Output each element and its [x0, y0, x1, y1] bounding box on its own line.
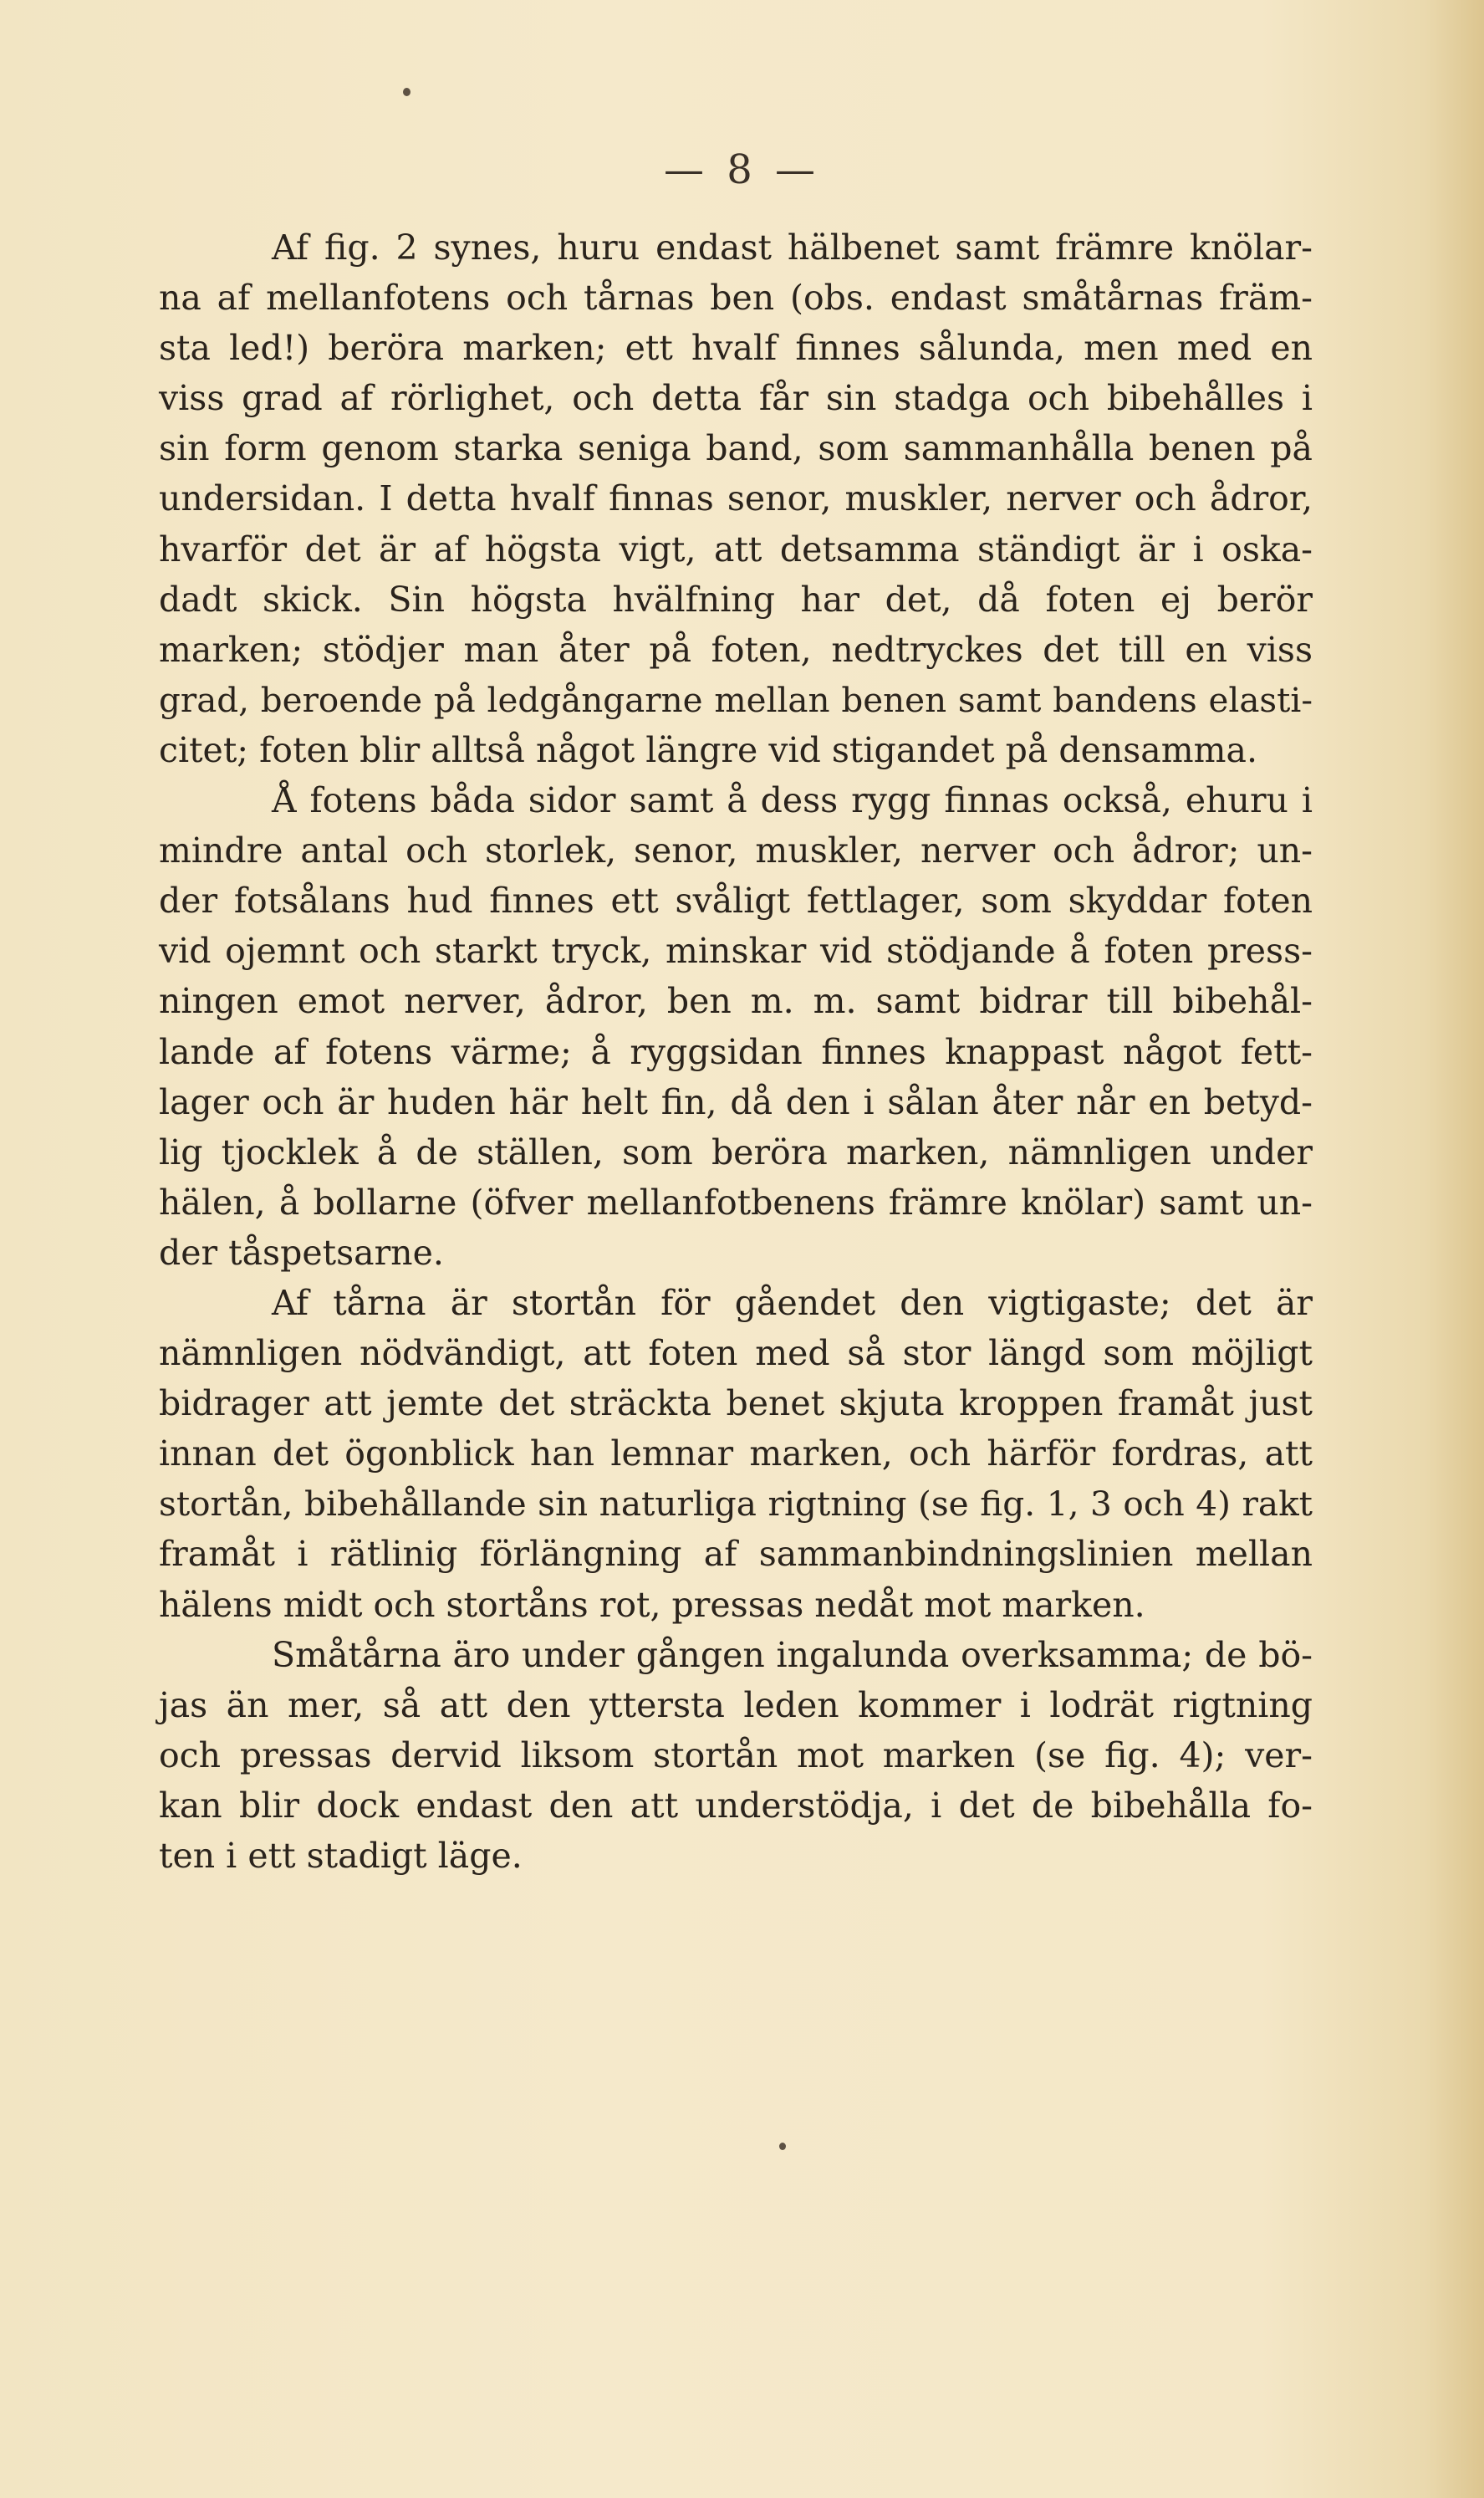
ink-speck [779, 2143, 786, 2150]
text-line: innan det ögonblick han lemnar marken, och härför fordras, att [159, 1433, 1313, 1474]
text-line: sin form genom starka seniga band, som sammanhålla benen på [159, 428, 1313, 469]
text-line: Småtårna äro under gången ingalunda overksamma; de bö- [272, 1634, 1313, 1675]
body-text [159, 222, 1313, 1881]
text-line: ningen emot nerver, ådror, ben m. m. samt bidrar till bibehål- [159, 981, 1313, 1022]
ink-speck [403, 88, 411, 96]
text-line: marken; stödjer man åter på foten, nedtryckes det till en viss [159, 629, 1313, 670]
text-line: hvarför det är af högsta vigt, att detsamma ständigt är i oska- [159, 529, 1313, 570]
text-line: grad, beroende på ledgångarne mellan benen samt bandens elasti- [159, 679, 1313, 720]
text-line: mindre antal och storlek, senor, muskler, nerver och ådror; un- [159, 830, 1313, 871]
text-line: Af fig. 2 synes, huru endast hälbenet samt främre knölar- [272, 227, 1313, 268]
text-line: lager och är huden här helt fin, då den i sålan åter når en betyd- [159, 1081, 1313, 1122]
text-line: undersidan. I detta hvalf finnas senor, muskler, nerver och ådror, [159, 478, 1313, 519]
text-line: framåt i rätlinig förlängning af sammanbindningslinien mellan [159, 1534, 1313, 1575]
text-line: Å fotens båda sidor samt å dess rygg finnas också, ehuru i [272, 780, 1313, 821]
text-line: sta led!) beröra marken; ett hvalf finnes sålunda, men med en [159, 328, 1313, 369]
page-number: — 8 — [663, 146, 821, 193]
text-line: lig tjocklek å de ställen, som beröra marken, nämnligen under [159, 1132, 1313, 1172]
text-line: dadt skick. Sin högsta hvälfning har det, då foten ej berör [159, 579, 1313, 620]
text-line: der fotsålans hud finnes ett svåligt fettlager, som skyddar foten [159, 881, 1313, 922]
text-line: Af tårna är stortån för gåendet den vigtigaste; det är [272, 1282, 1313, 1323]
text-line: kan blir dock endast den att understödja, i det de bibehålla fo- [159, 1785, 1313, 1826]
text-line: bidrager att jemte det sträckta benet skjuta kroppen framåt just [159, 1383, 1313, 1424]
text-line: citet; foten blir alltså något längre vid stigandet på densamma. [159, 729, 1257, 770]
text-line: der tåspetsarne. [159, 1232, 444, 1273]
text-line: viss grad af rörlighet, och detta får sin stadga och bibehålles i [159, 378, 1313, 419]
text-line: hälen, å bollarne (öfver mellanfotbenens främre knölar) samt un- [159, 1182, 1313, 1223]
text-line: stortån, bibehållande sin naturliga rigtning (se fig. 1, 3 och 4) rakt [159, 1484, 1313, 1525]
text-line: lande af fotens värme; å ryggsidan finnes knappast något fett- [159, 1031, 1313, 1072]
text-line: hälens midt och stortåns rot, pressas nedåt mot marken. [159, 1584, 1145, 1625]
text-line: vid ojemnt och starkt tryck, minskar vid stödjande å foten press- [159, 931, 1313, 972]
text-line: ten i ett stadigt läge. [159, 1836, 523, 1876]
text-line: jas än mer, så att den yttersta leden kommer i lodrät rigtning [159, 1684, 1313, 1725]
text-line: nämnligen nödvändigt, att foten med så stor längd som möjligt [159, 1333, 1313, 1374]
text-line: na af mellanfotens och tårnas ben (obs. endast småtårnas främ- [159, 278, 1313, 319]
text-line: och pressas dervid liksom stortån mot marken (se fig. 4); ver- [159, 1734, 1313, 1775]
